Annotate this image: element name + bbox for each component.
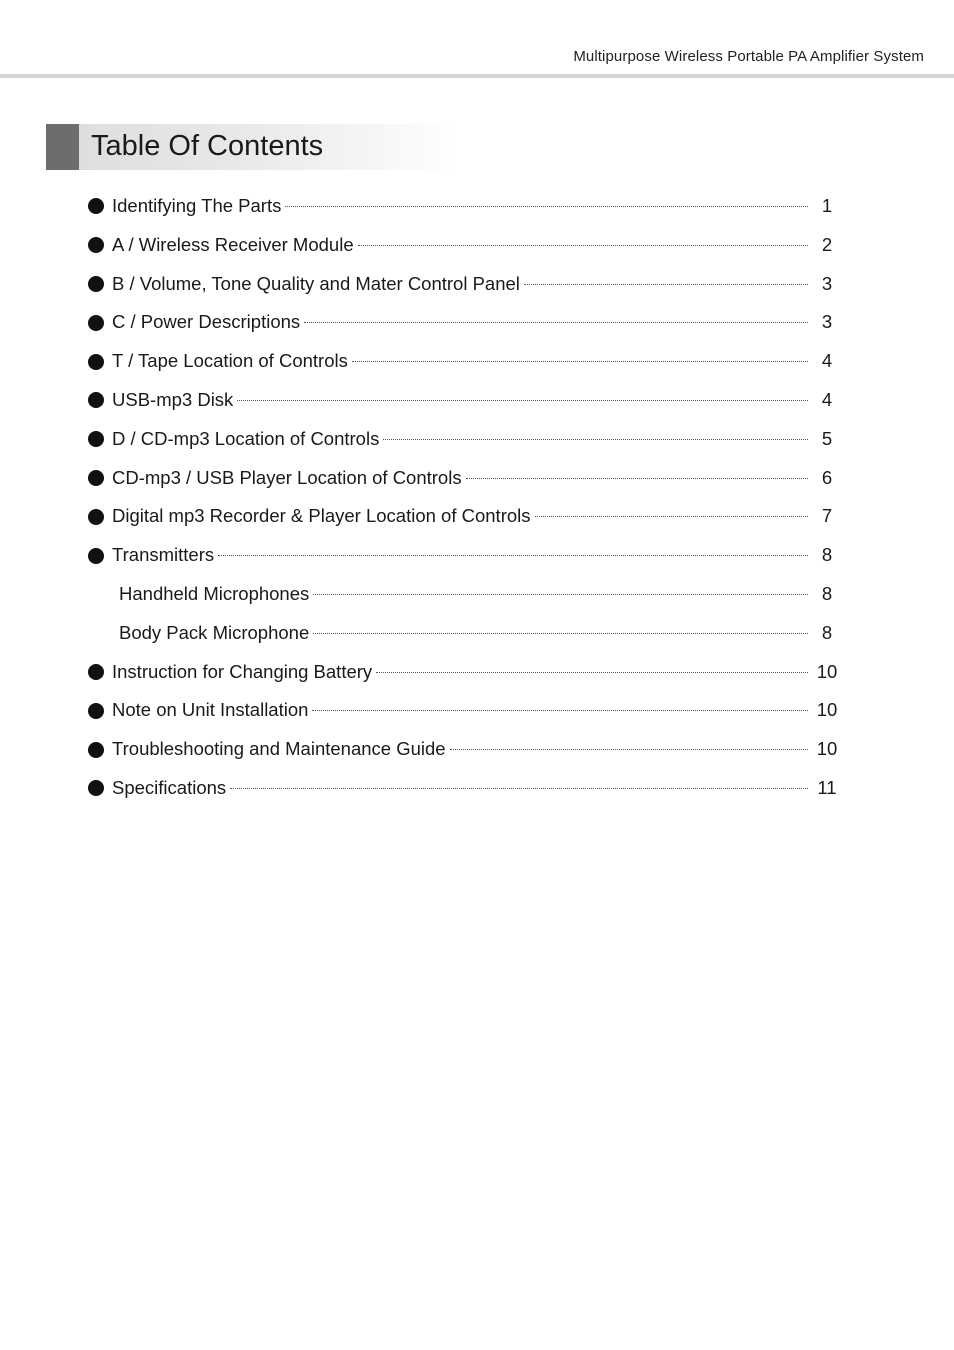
dot-leader xyxy=(352,361,808,362)
dot-leader xyxy=(312,710,808,711)
toc-entry-label: Digital mp3 Recorder & Player Location of Controls xyxy=(112,505,531,527)
toc-entry[interactable] xyxy=(88,265,840,304)
dot-leader xyxy=(466,478,808,479)
toc-entry-page-number: 3 xyxy=(821,272,833,294)
toc-entry-label: C / Power Descriptions xyxy=(112,311,301,333)
toc-entry-page-number: 10 xyxy=(816,699,838,721)
dot-leader xyxy=(383,439,808,440)
toc-entry-page-number: 4 xyxy=(821,350,833,372)
toc-entry-page-number: 7 xyxy=(821,505,833,527)
bullet-icon xyxy=(88,237,104,253)
toc-entry-label: Instruction for Changing Battery xyxy=(112,660,373,682)
dot-leader xyxy=(524,284,808,285)
toc-entry-page-number: 5 xyxy=(821,427,833,449)
dot-leader xyxy=(285,206,808,207)
header-divider xyxy=(0,74,954,78)
dot-leader xyxy=(376,672,808,673)
bullet-icon xyxy=(88,431,104,447)
title-accent-bar xyxy=(46,124,79,170)
bullet-icon xyxy=(88,315,104,331)
toc-entry-label: Body Pack Microphone xyxy=(119,621,310,643)
dot-leader xyxy=(237,400,808,401)
toc-entry-label: Transmitters xyxy=(112,544,215,566)
toc-entry-page-number: 10 xyxy=(816,738,838,760)
toc-entry[interactable] xyxy=(88,497,840,536)
toc-entry-page-number: 10 xyxy=(816,660,838,682)
toc-entry[interactable] xyxy=(88,459,840,498)
toc-entry-page-number: 6 xyxy=(821,466,833,488)
dot-leader xyxy=(313,594,808,595)
toc-entry[interactable] xyxy=(88,730,840,769)
toc-entry[interactable] xyxy=(88,342,840,381)
toc-entry-page-number: 8 xyxy=(821,544,833,566)
section-title-band xyxy=(46,124,458,170)
toc-entry-page-number: 1 xyxy=(821,195,833,216)
bullet-icon xyxy=(88,354,104,370)
bullet-icon xyxy=(88,509,104,525)
toc-entry-label: A / Wireless Receiver Module xyxy=(112,233,354,255)
dot-leader xyxy=(218,555,808,556)
toc-entry[interactable] xyxy=(88,303,840,342)
toc-entry-page-number: 4 xyxy=(821,388,833,410)
section-title: Table Of Contents xyxy=(91,130,324,162)
toc-entry-label: Note on Unit Installation xyxy=(112,699,309,721)
bullet-icon xyxy=(88,276,104,292)
bullet-icon xyxy=(88,780,104,796)
bullet-icon xyxy=(88,664,104,680)
toc-entry-label: USB-mp3 Disk xyxy=(112,388,234,410)
toc-entry[interactable] xyxy=(88,226,840,265)
toc-entry[interactable] xyxy=(88,769,840,808)
toc-entry[interactable] xyxy=(88,575,840,614)
toc-entry-page-number: 3 xyxy=(821,311,833,333)
toc-entry-label: Handheld Microphones xyxy=(119,582,310,604)
toc-entry-label: T / Tape Location of Controls xyxy=(112,350,348,372)
toc-entry-page-number: 8 xyxy=(821,621,833,643)
toc-entry[interactable] xyxy=(88,420,840,459)
toc-entry-page-number: 11 xyxy=(817,776,837,798)
document-header-title: Multipurpose Wireless Portable PA Amplifier System xyxy=(573,48,924,65)
toc-entry-label: B / Volume, Tone Quality and Mater Control Panel xyxy=(112,272,520,294)
toc-entry-label: Identifying The Parts xyxy=(112,195,282,216)
toc-entry[interactable] xyxy=(88,691,840,730)
dot-leader xyxy=(230,788,808,789)
dot-leader xyxy=(358,245,808,246)
toc-entry[interactable] xyxy=(88,187,840,226)
bullet-icon xyxy=(88,548,104,564)
toc-entry-label: CD-mp3 / USB Player Location of Controls xyxy=(112,466,462,488)
toc-entry[interactable] xyxy=(88,536,840,575)
toc-entry-page-number: 8 xyxy=(821,582,833,604)
dot-leader xyxy=(313,633,808,634)
toc-entry[interactable] xyxy=(88,653,840,692)
dot-leader xyxy=(450,749,808,750)
toc-entry-label: Troubleshooting and Maintenance Guide xyxy=(112,738,446,760)
dot-leader xyxy=(535,516,809,517)
bullet-icon xyxy=(88,470,104,486)
toc-entry[interactable] xyxy=(88,381,840,420)
toc-entry[interactable] xyxy=(88,614,840,653)
bullet-icon xyxy=(88,703,104,719)
dot-leader xyxy=(304,322,808,323)
bullet-icon xyxy=(88,198,104,214)
bullet-icon xyxy=(88,392,104,408)
table-of-contents xyxy=(88,187,840,808)
toc-entry-label: Specifications xyxy=(112,776,227,798)
toc-entry-label: D / CD-mp3 Location of Controls xyxy=(112,427,380,449)
toc-entry-page-number: 2 xyxy=(821,233,833,255)
bullet-icon xyxy=(88,742,104,758)
